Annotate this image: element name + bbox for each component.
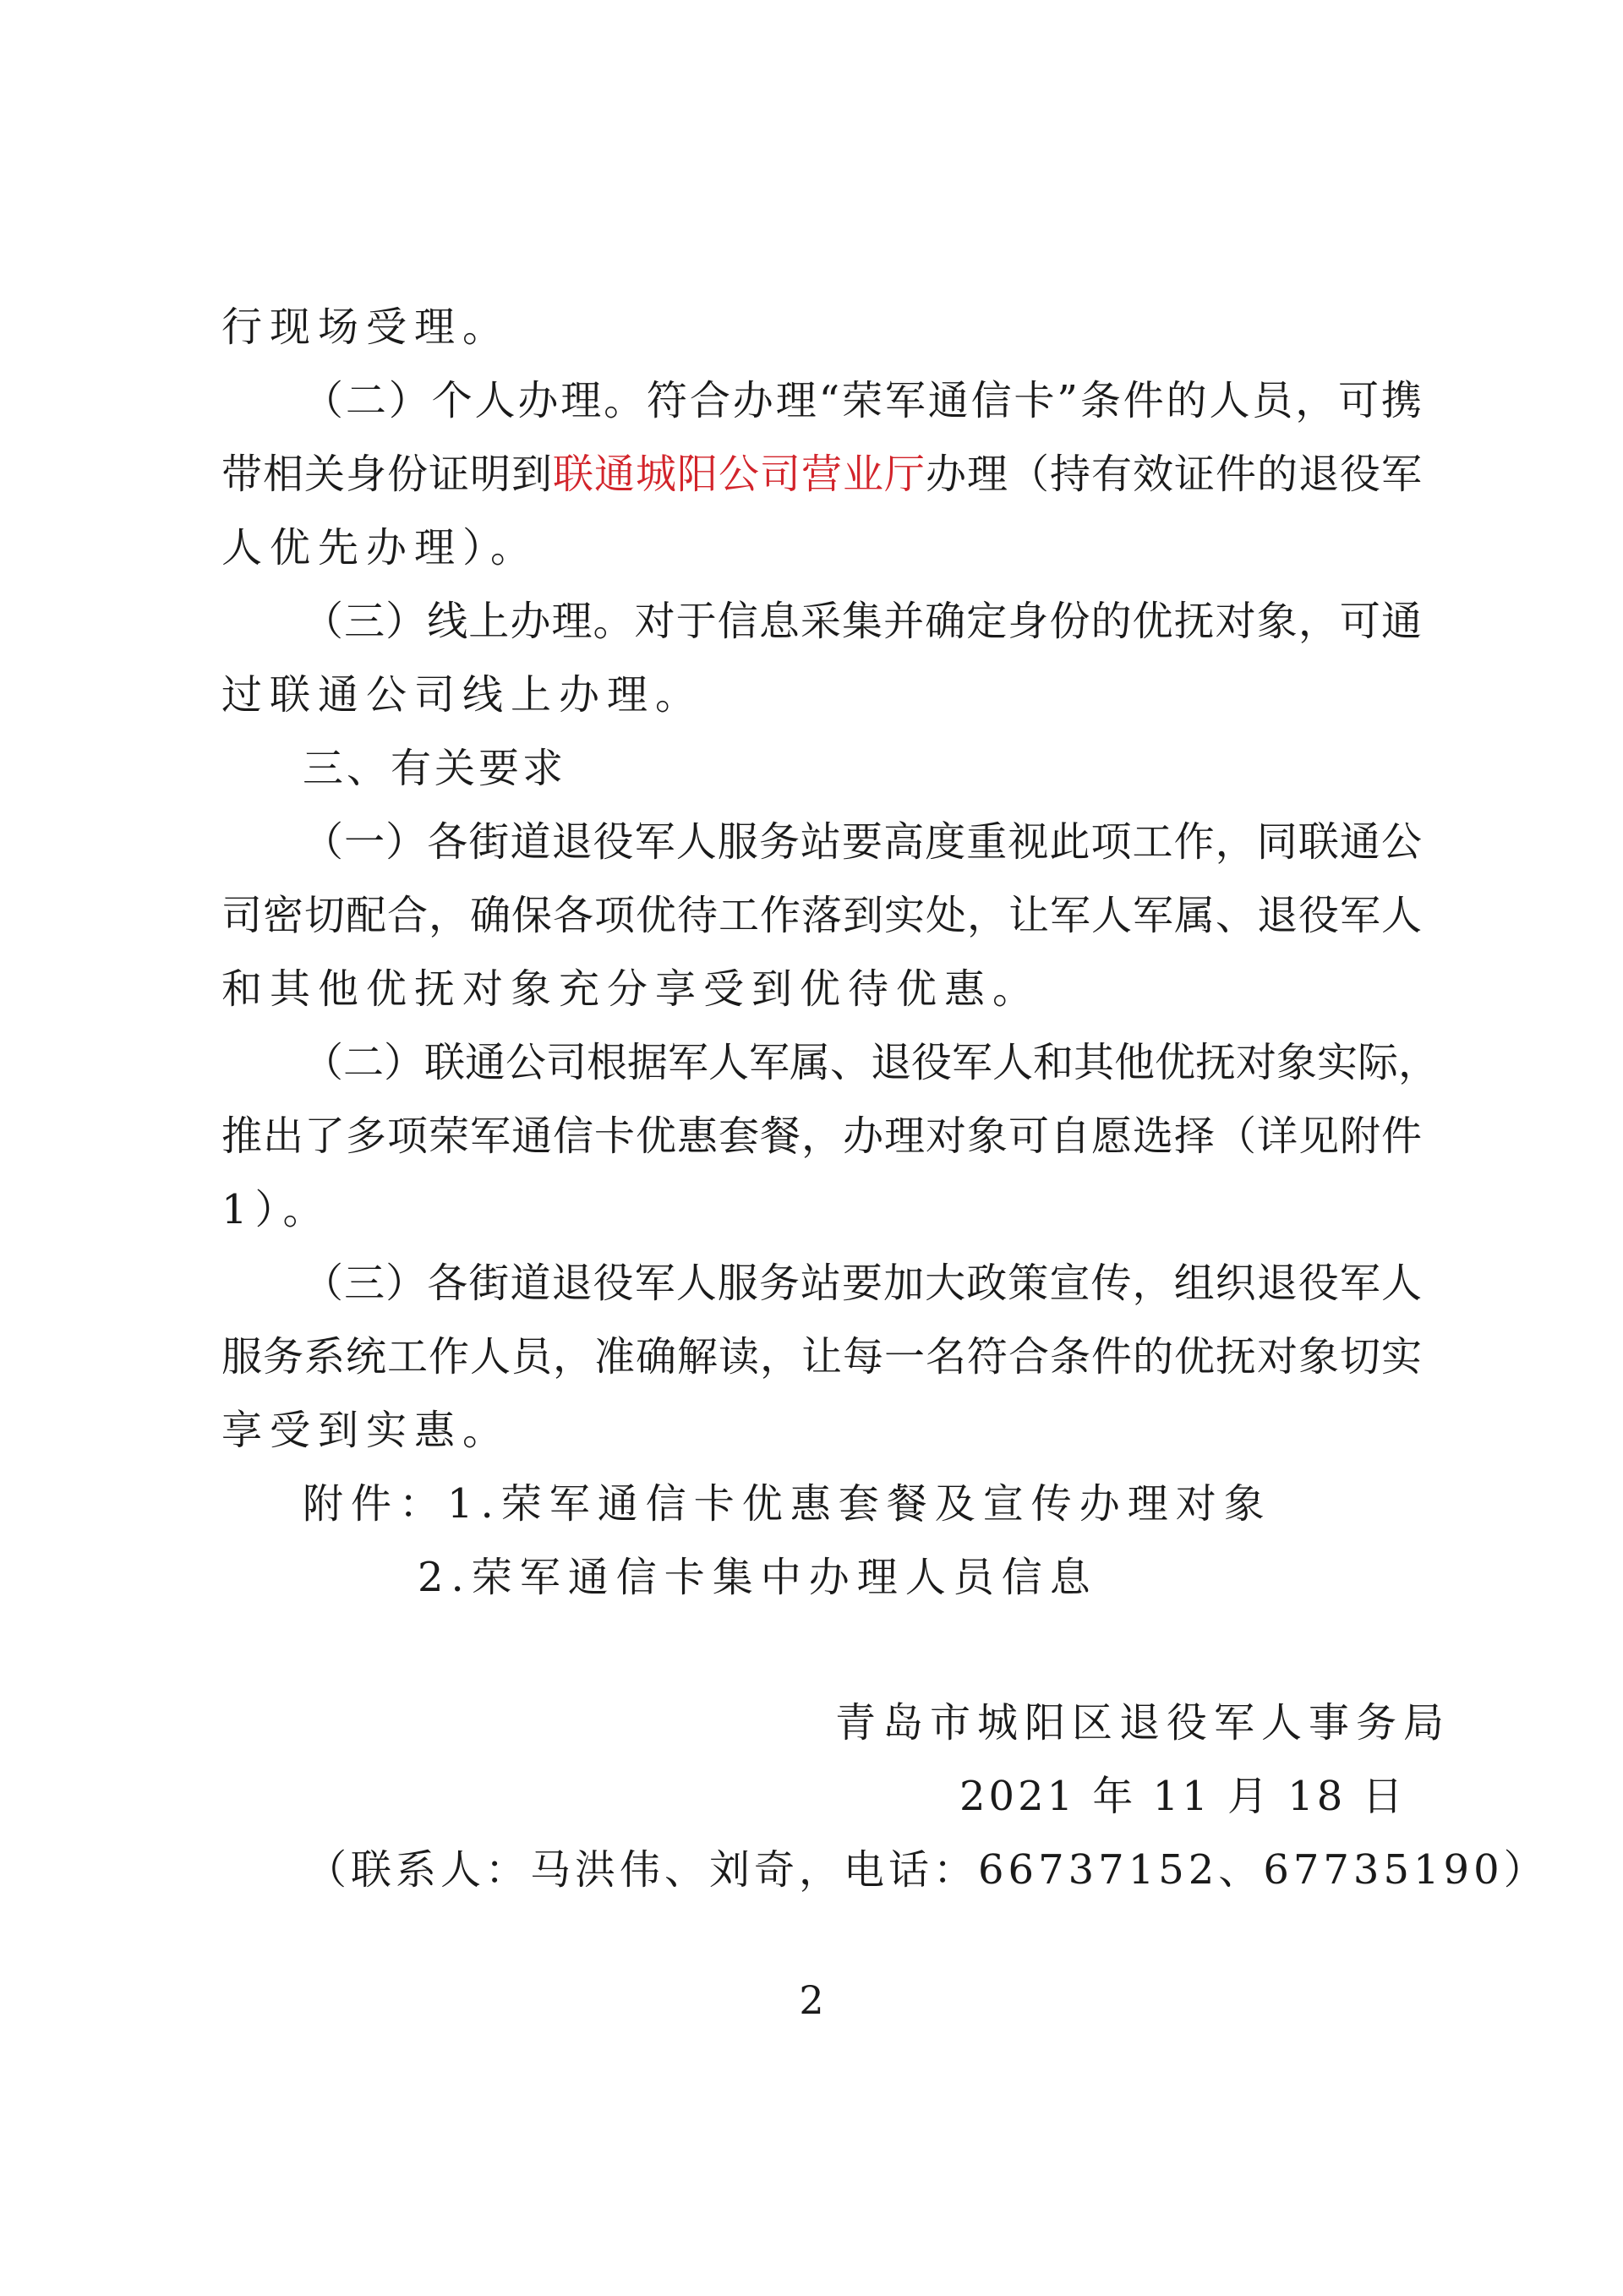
issue-date: 2021 年 11 月 18 日 <box>959 1773 1407 1820</box>
attachment-line: 附件：1.荣军通信卡优惠套餐及宣传办理对象 <box>303 1480 1272 1528</box>
issuing-organization: 青岛市城阳区退役军人事务局 <box>835 1699 1451 1747</box>
body-line: （二）个人办理。符合办理“荣军通信卡”条件的人员，可携 <box>303 377 1422 424</box>
contact-info: （联系人：马洪伟、刘奇，电话：66737152、67735190） <box>306 1846 1549 1894</box>
body-line: （一）各街道退役军人服务站要高度重视此项工作，同联通公 <box>303 818 1422 866</box>
body-line: （三）线上办理。对于信息采集并确定身份的优抚对象，可通 <box>303 598 1422 645</box>
body-line: 享受到实惠。 <box>221 1407 511 1454</box>
body-line: 服务系统工作人员，准确解读，让每一名符合条件的优抚对象切实 <box>221 1333 1422 1380</box>
page-number: 2 <box>799 1977 824 2023</box>
highlighted-location: 联通城阳公司营业厅 <box>553 451 926 498</box>
body-line <box>221 440 1422 508</box>
body-line: 行现场受理。 <box>221 303 511 351</box>
body-text: 办理（持有效证件的退役军 <box>926 451 1422 498</box>
body-text: 带相关身份证明到 <box>221 451 553 498</box>
attachment-line: 2.荣军通信卡集中办理人员信息 <box>418 1554 1098 1601</box>
body-line: 1）。 <box>221 1186 331 1233</box>
body-line: （三）各街道退役军人服务站要加大政策宣传，组织退役军人 <box>303 1260 1422 1307</box>
body-line: 过联通公司线上办理。 <box>221 671 704 719</box>
section-heading: 三、有关要求 <box>303 745 567 792</box>
body-line: 司密切配合，确保各项优待工作落到实处，让军人军属、退役军人 <box>221 892 1422 939</box>
body-line: 人优先办理）。 <box>221 524 539 571</box>
body-line: （二）联通公司根据军人军属、退役军人和其他优抚对象实际， <box>303 1039 1440 1086</box>
body-line: 和其他优抚对象充分享受到优待优惠。 <box>221 965 1041 1013</box>
body-line: 推出了多项荣军通信卡优惠套餐，办理对象可自愿选择（详见附件 <box>221 1112 1422 1160</box>
